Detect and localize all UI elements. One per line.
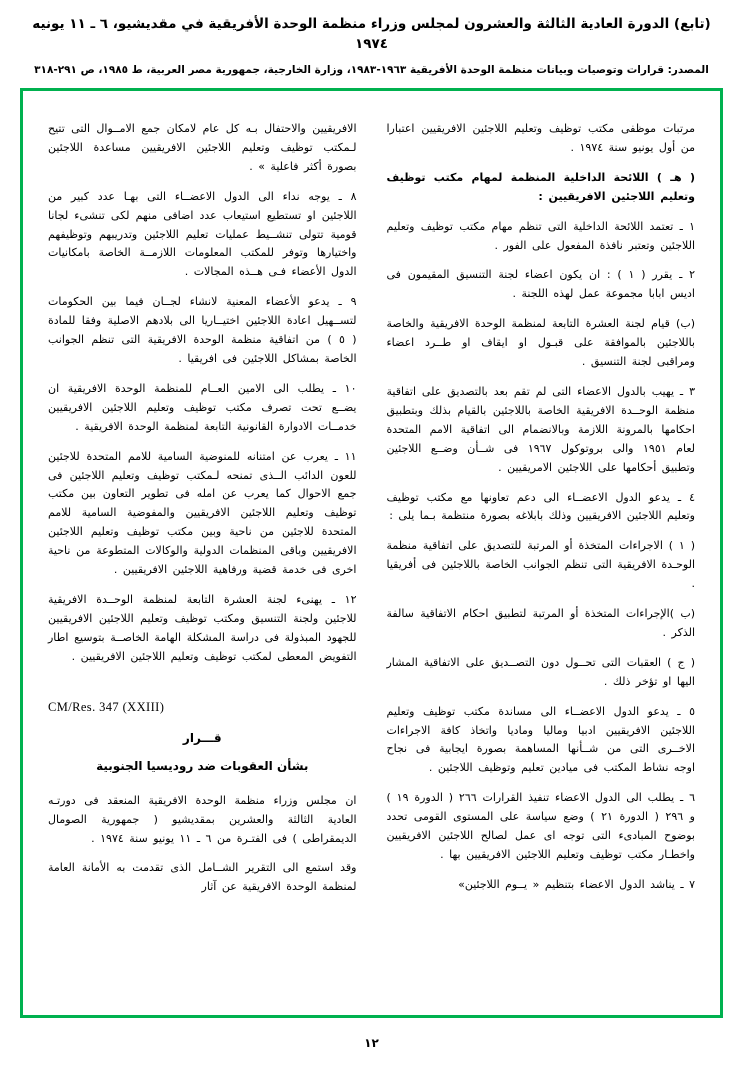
paragraph: ٨ ـ يوجه نداء الى الدول الاعضــاء التى بهـا عدد كبير من اللاجئين او تستطيع استيعاب عدد اضافى منهم لكى تنشىء لجانا قومية تتولى تنشــيط عمليات تعليم اللاجئين وتدريبهم وتوظيفهم واختيارها وتوفر للمكتب المعلومات اللازمــة الخاصة بامكانيات الدول الأعضاء فـى هــذه المجالات . [48,189,357,279]
left-column [48,120,357,986]
paragraph: ٣ ـ يهيب بالدول الاعضاء التى لم تقم بعد بالتصديق على اتفاقية منظمة الوحــدة الافريقية الخاصة باللاجئين بالقيام بذلك وبتطبيق احكامها بالمرونة اللازمة وبالانضمام الى اتفاقية الامم المتحدة لعام ١٩٥١ والى بروتوكول ١٩٦٧ فى شــأن وضــع اللاجئين وتطبيق أحكامها على اللاجئين الامريقيين . [386,384,695,474]
paragraph: ١٢ ـ يهنىء لجنة العشرة التابعة لمنظمة الوحــدة الافريقية للاجئين ولجنة التنسيق ومكتب توظيف وتعليم اللاجئين الافريقيين للجهود المبذولة فى دراسة المشكلة الهامة الخاصــة بتوسيع اطار التفويض المعطى لمكتب توظيف وتعليم اللاجئين الافريقيين . [48,592,357,663]
paragraph: ٢ ـ يقرر ( ١ ) : ان يكون اعضاء لجنة التنسيق المقيمون فى اديس ابابا مجموعة عمل لهذه اللجنة . [386,268,696,301]
paragraph: ١ ـ تعتمد اللائحة الداخلية التى تنظم مهام مكتب توظيف وتعليم اللاجئين وتعتبر نافذة المفعول على الفور . [386,219,695,252]
paragraph: ١١ ـ يعرب عن امتنانه للمنوضية السامية للامم المتحدة للاجئين للعون الدائب الــذى تمنحه لـمكتب توظيف وتعليم اللاجئين فى جمع الاحوال كما يعرب عن امله فى تطوير التعاون بين مكتب توظيف وتعليم اللاجئين الافريقيين والمفوضية السامية للامم المتحدة للاجئين من ناحية وبين مكتب توظيف وتعليم اللاجئين الافريقيين وباقى المنظمات الدولية والوكالات المتطوعة من ناحية اخرى فى خدمة قضية ورفاهية اللاجئين الافريقيين . [48,449,357,577]
paragraph: ان مجلس وزراء منظمة الوحدة الافريقية المنعقد فى دورتـه العادية الثالثة والعشرين بمقديشيو ( جمهورية الصومال الديمقراطى ) فى الفتـرة من ٦ ـ ١١ يونيو سنة ١٩٧٤ . [48,793,357,845]
page-number: ١٢ [364,1036,379,1050]
paragraph: وقد استمع الى التقرير الشــامل الذى تقدمت به الأمانة العامة لمنظمة الوحدة الافريقية عن آثار [48,861,357,894]
header-title: (تابع) الدورة العادية الثالثة والعشرون لمجلس وزراء منظمة الوحدة الأفريقية في مقديشيو، ٦ ـ ١١ يونيه ١٩٧٤ [32,16,711,53]
paragraph: ( ج ) العقبات التى تحــول دون التصــديق على الاتفاقية المشار اليها او تؤخر ذلك . [386,655,695,688]
right-column [387,120,696,986]
paragraph: ٥ ـ يدعو الدول الاعضــاء الى مساندة مكتب توظيف وتعليم اللاجئين الافريقيين ادبيا وماليا وماديا واتخاذ كافة الاجراءات الاخــرى التى من شــأنها المساهمة بصورة ايجابية فى نجاح اوجه نشاط المكتب فى ميادين تعليم وتوظيف اللاجئين . [386,704,695,775]
paragraph: ٦ ـ يطلب الى الدول الاعضاء تنفيذ القرارات ٢٦٦ ( الدورة ١٩ ) و ٢٩٦ ( الدورة ٢١ ) وضع سياسة على المستوى القومى تحدد بوضوح المبادىء التى توجه اى عمل لصالح اللاجئين الافريقيين واخطـار مكتب توظيف وتعليم اللاجئين الافريقيين بها . [386,791,695,861]
paragraph: ٤ ـ يدعو الدول الاعضــاء الى دعم تعاونها مع مكتب توظيف وتعليم اللاجئين الافريقيين وذلك بابلاغه بصورة منتظمة بـما يلى : [386,490,695,523]
paragraph: (ب )الإجراءات المتخذة أو المرتبة لتطبيق احكام الاتفاقية سالفة الذكر . [386,607,695,639]
paragraph: الافريقيين والاحتفال بـه كل عام لامكان جمع الامــوال التى تتيح لـمكتب توظيف وتعليم اللاجئين الافريقيين مساعدة اللاجئين بصورة أكثر فاعلية » . [48,122,357,173]
paragraph: مرتبات موظفى مكتب توظيف وتعليم اللاجئين الافريقيين اعتبارا من أول يونيو سنة ١٩٧٤ . [386,122,695,154]
header-source: المصدر: قرارات وتوصيات وبيانات منظمة الوحدة الأفريقية ١٩٦٣-١٩٨٣، وزارة الخارجية، جمهورية مصر العربية، ط ١٩٨٥، ص ٢٩١-٣١٨ [34,63,709,76]
paragraph-heading: ( هـ ) اللائحة الداخلية المنظمة لمهام مكتب توظيف وتعليم اللاجئين الافريقيين : [386,170,695,203]
paragraph: ( ١ ) الاجراءات المتخذة أو المرتبة للتصديق على اتفاقية منظمة الوحـدة الافريقية التى تنظم الجوانب الخاصة باللاجئين فى أفريقيا . [386,539,695,591]
two-column-body [34,102,709,1004]
paragraph: (ب) قيام لجنة العشرة التابعة لمنظمة الوحدة الافريقية والخاصة باللاجئين بالموافقة على قبـول او ايقاف او طــرد اعضاء ومراقبى لجنة التنسيق . [386,317,695,369]
resolution-id: CM/Res. 347 (XXIII) [48,699,165,714]
resolution-kind: قـــرار [182,730,222,745]
resolution-title: بشأن العقوبات ضد روديسيا الجنوبية [96,758,309,773]
paragraph: ٩ ـ يدعو الأعضاء المعنية لانشاء لجــان فيما بين الحكومات لتســهيل اعادة اللاجئين اختيــاريا الى بلادهم الاصلية وفقا للمادة ( ٥ ) من اتفاقية منظمة الوحدة الافريقية التى تنظم الجوانب الخاصة بمشاكل اللاجئين فى افريقيا . [48,295,357,365]
paragraph: ١٠ ـ يطلب الى الامين العــام للمنظمة الوحدة الافريقية ان يضــع تحت تصرف مكتب توظيف وتعليم اللاجئين الافريقيين خدمــات الادوارة القانونية التابعة لمنظمة الوحدة الافريقية . [48,381,357,433]
page-header [0,0,743,78]
paragraph: ٧ ـ يناشد الدول الاعضاء بتنظيم « يــوم اللاجئين» [458,877,695,891]
